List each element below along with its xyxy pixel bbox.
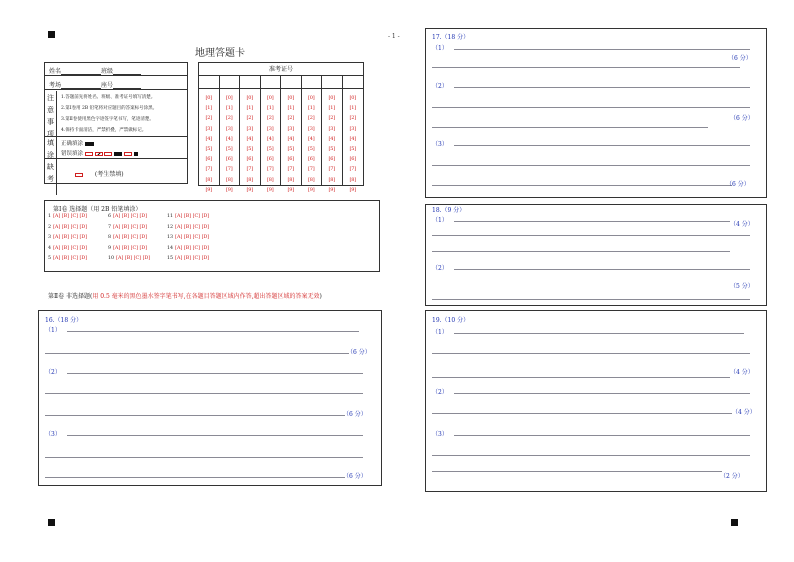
admission-digit-bubble[interactable]: [8] [308, 176, 315, 183]
admission-digit-bubble[interactable]: [3] [267, 125, 274, 132]
score-label: （5 分） [730, 283, 754, 290]
alignment-mark-bottom-right [731, 519, 738, 526]
answer-line[interactable] [454, 393, 750, 394]
wrong-mark-icon [114, 152, 122, 156]
answer-line[interactable] [432, 455, 750, 456]
choice-number: 12 [167, 224, 174, 230]
choice-options[interactable]: [A] [B] [C] [D] [53, 235, 88, 240]
choice-item [108, 225, 147, 230]
choice-number: 2 [48, 224, 52, 230]
admission-digit-bubble[interactable]: [3] [308, 125, 315, 132]
admission-digit-bubble[interactable]: [9] [226, 186, 233, 193]
choice-number: 14 [167, 245, 174, 251]
admission-digit-bubble[interactable]: [6] [267, 156, 274, 163]
answer-line[interactable] [432, 413, 732, 414]
admission-digit-bubble[interactable]: [1] [267, 105, 274, 112]
admission-digit-bubble[interactable]: [5] [226, 146, 233, 152]
admission-digit-bubble[interactable]: [7] [205, 166, 212, 173]
absent-text: (考生禁填) [94, 171, 124, 178]
admission-digit-bubble[interactable]: [2] [308, 115, 315, 122]
wrong-mark-icon [85, 152, 93, 156]
admission-digit-bubble[interactable]: [0] [205, 95, 212, 101]
answer-line[interactable] [67, 435, 363, 436]
admission-digit-bubble[interactable]: [6] [246, 156, 253, 163]
admission-digit-column [281, 76, 302, 193]
admission-digit-column [261, 76, 282, 193]
alignment-mark-top-left [48, 31, 55, 38]
choice-number: 10 [108, 256, 115, 261]
admission-digit-bubble[interactable]: [7] [226, 166, 233, 173]
choice-section [44, 200, 380, 272]
choice-item [108, 214, 147, 219]
answer-line[interactable] [432, 471, 722, 472]
answer-line[interactable] [432, 251, 730, 252]
answer-line[interactable] [454, 333, 744, 334]
page-number: - 1 - [388, 33, 400, 40]
admission-number-grid [198, 62, 364, 193]
subquestion-label: （2） [432, 265, 448, 272]
admission-digit-bubble[interactable]: [0] [246, 95, 253, 101]
choice-number: 11 [167, 214, 174, 219]
name-class-row [45, 63, 187, 76]
admission-digit-bubble[interactable]: [3] [246, 125, 253, 132]
choice-item [108, 256, 150, 261]
wrong-fill-example [61, 149, 138, 157]
admission-digit-column [220, 76, 241, 193]
choice-options[interactable]: [A] [B] [C] [D] [175, 235, 210, 240]
choice-item [48, 235, 87, 240]
admission-digit-bubble[interactable]: [8] [205, 176, 212, 183]
answer-line[interactable] [454, 49, 750, 50]
admission-digit-bubble[interactable]: [4] [267, 135, 274, 142]
answer-line[interactable] [454, 87, 750, 88]
answer-line[interactable] [432, 299, 750, 300]
correct-fill-example [61, 139, 94, 147]
alignment-mark-bottom-left [48, 519, 55, 526]
choice-options[interactable]: [A] [B] [C] [D] [53, 224, 88, 230]
seat-field[interactable] [113, 83, 141, 89]
admission-digit-bubble[interactable]: [1] [246, 105, 253, 112]
answer-line[interactable] [454, 435, 750, 436]
admission-digit-bubble[interactable]: [8] [267, 176, 274, 183]
subquestion-label: （2） [45, 369, 61, 376]
choice-item [167, 235, 209, 240]
answer-line[interactable] [45, 457, 363, 458]
answer-line[interactable] [432, 353, 750, 354]
admission-digit-bubble[interactable]: [4] [308, 135, 315, 142]
divider [45, 158, 187, 159]
choice-options[interactable]: [A] [B] [C] [D] [175, 214, 210, 219]
notice-item: 2.第Ⅰ卷用 2B 铅笔将对应题目的答案标号涂黑。 [61, 106, 158, 111]
admission-digit-bubble[interactable]: [6] [226, 156, 233, 163]
admission-digit-bubble[interactable]: [5] [328, 146, 335, 152]
question-heading: 18.（9 分） [432, 207, 466, 214]
choice-options[interactable]: [A] [B] [C] [D] [113, 214, 148, 219]
choice-number: 6 [108, 214, 112, 219]
question-heading: 19.（10 分） [432, 317, 470, 324]
part2-instruction-text: 用 0.5 毫米的黑色墨水签字笔书写,在各题目答题区域内作答,超出答题区域的答案无效 [92, 293, 320, 300]
admission-digit-bubble[interactable]: [1] [226, 105, 233, 112]
admission-digit-bubble[interactable]: [6] [287, 156, 294, 163]
answer-line[interactable] [454, 269, 750, 270]
admission-digit-column [199, 76, 220, 193]
admission-digit-bubble[interactable]: [5] [246, 146, 253, 152]
choice-item [48, 225, 87, 230]
choice-options[interactable]: [A] [B] [C] [D] [175, 245, 210, 251]
choice-item [167, 214, 209, 219]
admission-digit-bubble[interactable]: [7] [349, 166, 356, 173]
admission-digit-bubble[interactable]: [1] [287, 105, 294, 112]
fill-char: 涂 [47, 151, 54, 159]
score-label: （6 分） [728, 55, 752, 62]
admission-number-header: 准考证号 [199, 63, 363, 76]
part2-instruction [48, 291, 322, 300]
answer-line[interactable] [45, 477, 345, 478]
admission-digit-bubble[interactable]: [6] [328, 156, 335, 163]
student-info-table [44, 62, 188, 184]
subquestion-label: （3） [432, 141, 448, 148]
admission-digit-bubble[interactable]: [2] [226, 115, 233, 122]
admission-digit-bubble[interactable]: [6] [205, 156, 212, 163]
choice-number: 7 [108, 224, 112, 230]
wrong-mark-icon [124, 152, 132, 156]
score-label: （6 分） [343, 473, 367, 480]
subquestion-label: （1） [432, 329, 448, 336]
absent-checkbox[interactable] [75, 173, 83, 177]
room-seat-row [45, 76, 187, 90]
choice-options[interactable]: [A] [B] [C] [D] [53, 245, 88, 251]
admission-digit-bubble[interactable]: [3] [287, 125, 294, 132]
admission-digit-bubble[interactable]: [2] [267, 115, 274, 122]
admission-digit-bubble[interactable]: [2] [287, 115, 294, 122]
admission-digit-column [343, 76, 364, 193]
correct-fill-label: 正确填涂 [61, 141, 84, 147]
admission-digit-bubble[interactable]: [7] [246, 166, 253, 173]
choice-item [48, 214, 87, 219]
subquestion-label: （3） [45, 431, 61, 438]
admission-digit-bubble[interactable]: [9] [287, 186, 294, 193]
subquestion-label: （2） [432, 389, 448, 396]
admission-digit-bubble[interactable]: [7] [328, 166, 335, 173]
notice-item: 4.保持卡面清洁，严禁折叠，严禁做标记。 [61, 128, 147, 133]
admission-digit-bubble[interactable]: [2] [246, 115, 253, 122]
answer-box-q19 [425, 310, 767, 492]
question-heading: 17.（18 分） [432, 34, 470, 41]
admission-digit-bubble[interactable]: [9] [308, 186, 315, 193]
choice-item [167, 225, 209, 230]
notice-char: 项 [47, 130, 54, 138]
notice-item: 3.第Ⅱ卷使用黑色字迹签字笔书写，笔迹清楚。 [61, 117, 154, 122]
answer-line[interactable] [454, 145, 750, 146]
absent-char: 考 [47, 175, 54, 183]
choice-number: 8 [108, 235, 112, 240]
answer-box-q18 [425, 204, 767, 306]
fill-char: 填 [47, 139, 54, 147]
absent-char: 缺 [47, 163, 54, 171]
part2-label: 第Ⅱ卷 非选择题( [48, 293, 93, 300]
score-label: （2 分） [720, 473, 744, 480]
admission-digit-bubble[interactable]: [9] [267, 186, 274, 193]
question-heading: 16.（18 分） [45, 317, 83, 324]
admission-digit-bubble[interactable]: [4] [328, 135, 335, 142]
room-label: 考场 [49, 82, 62, 89]
admission-digit-bubble[interactable]: [8] [349, 176, 356, 183]
admission-digit-bubble[interactable]: [0] [349, 95, 356, 101]
admission-digit-bubble[interactable]: [5] [349, 146, 356, 152]
admission-digit-bubble[interactable]: [3] [349, 125, 356, 132]
admission-digit-bubble[interactable]: [1] [349, 105, 356, 112]
answer-line[interactable] [432, 67, 740, 68]
choice-item [167, 246, 209, 251]
admission-digit-bubble[interactable]: [2] [349, 115, 356, 122]
wrong-mark-icon [104, 152, 112, 156]
answer-line[interactable] [45, 393, 363, 394]
subquestion-label: （1） [432, 217, 448, 224]
admission-digit-bubble[interactable]: [5] [267, 146, 274, 152]
admission-digit-column [240, 76, 261, 193]
admission-digit-bubble[interactable]: [3] [328, 125, 335, 132]
wrong-fill-label: 错误填涂 [61, 151, 84, 157]
answer-line[interactable] [45, 415, 345, 416]
answer-line[interactable] [454, 221, 730, 222]
wrong-mark-icon [134, 152, 138, 156]
subquestion-label: （2） [432, 83, 448, 90]
answer-line[interactable] [432, 377, 730, 378]
admission-digit-bubble[interactable]: [3] [226, 125, 233, 132]
admission-digit-bubble[interactable]: [7] [287, 166, 294, 173]
choice-number: 15 [167, 256, 174, 261]
name-label: 姓名 [49, 68, 62, 75]
answer-box-q16 [38, 310, 382, 486]
admission-digit-bubble[interactable]: [8] [328, 176, 335, 183]
score-label: （4 分） [730, 221, 754, 228]
notice-char: 注 [47, 94, 54, 102]
notice-char: 事 [47, 118, 54, 126]
admission-digit-bubble[interactable]: [7] [267, 166, 274, 173]
admission-digit-bubble[interactable]: [9] [246, 186, 253, 193]
part2-close: ) [319, 293, 322, 300]
score-label: （6 分） [347, 349, 371, 356]
notice-char: 意 [47, 106, 54, 114]
admission-digit-bubble[interactable]: [6] [308, 156, 315, 163]
choice-item [167, 256, 209, 261]
score-label: （6 分） [343, 411, 367, 418]
admission-digit-bubble[interactable]: [8] [226, 176, 233, 183]
choice-options[interactable]: [A] [B] [C] [D] [116, 256, 151, 261]
admission-digit-bubble[interactable]: [4] [205, 135, 212, 142]
choice-item [48, 256, 87, 261]
score-label: （6 分） [726, 181, 750, 188]
answer-line[interactable] [432, 107, 750, 108]
choice-number: 9 [108, 245, 112, 251]
seat-label: 座号 [101, 82, 114, 89]
score-label: （4 分） [732, 409, 756, 416]
choice-number: 1 [48, 214, 52, 219]
admission-digit-bubble[interactable]: [4] [226, 135, 233, 142]
choice-item [108, 246, 147, 251]
divider [45, 136, 187, 137]
answer-box-q17 [425, 28, 767, 198]
admission-digit-bubble[interactable]: [9] [349, 186, 356, 193]
admission-digit-bubble[interactable]: [4] [349, 135, 356, 142]
page-title: 地理答题卡 [195, 48, 245, 59]
class-label: 班级 [101, 68, 114, 75]
admission-digit-bubble[interactable]: [0] [267, 95, 274, 101]
admission-digit-bubble[interactable]: [1] [328, 105, 335, 112]
answer-line[interactable] [67, 331, 359, 332]
admission-digit-bubble[interactable]: [2] [328, 115, 335, 122]
wrong-mark-icon [95, 152, 103, 156]
admission-digit-bubble[interactable]: [5] [205, 146, 212, 152]
subquestion-label: （1） [432, 45, 448, 52]
answer-line[interactable] [432, 185, 732, 186]
admission-digit-bubble[interactable]: [0] [328, 95, 335, 101]
score-label: （4 分） [730, 369, 754, 376]
absent-marker [75, 169, 124, 178]
choice-options[interactable]: [A] [B] [C] [D] [175, 256, 210, 261]
admission-digit-bubble[interactable]: [2] [205, 115, 212, 122]
admission-digit-bubble[interactable]: [1] [205, 105, 212, 112]
admission-digit-bubble[interactable]: [8] [246, 176, 253, 183]
admission-digit-bubble[interactable]: [8] [287, 176, 294, 183]
choice-options[interactable]: [A] [B] [C] [D] [113, 245, 148, 251]
choice-item [108, 235, 147, 240]
admission-digit-bubble[interactable]: [9] [205, 186, 212, 193]
admission-digit-bubble[interactable]: [0] [308, 95, 315, 101]
choice-options[interactable]: [A] [B] [C] [D] [53, 214, 88, 219]
admission-digit-bubble[interactable]: [0] [287, 95, 294, 101]
choice-number: 5 [48, 256, 52, 261]
admission-digit-bubble[interactable]: [1] [308, 105, 315, 112]
choice-item [48, 246, 87, 251]
score-label: （6 分） [730, 115, 754, 122]
admission-digit-bubble[interactable]: [6] [349, 156, 356, 163]
choice-options[interactable]: [A] [B] [C] [D] [113, 235, 148, 240]
admission-digit-bubble[interactable]: [5] [308, 146, 315, 152]
choice-options[interactable]: [A] [B] [C] [D] [53, 256, 88, 261]
choice-section-title: 第Ⅰ卷 选择题（用 2B 铅笔填涂） [53, 206, 142, 213]
answer-line[interactable] [432, 127, 708, 128]
notice-item: 1.答题前先将姓名、班级、准考证号填写清楚。 [61, 95, 156, 100]
admission-digit-bubble[interactable]: [4] [287, 135, 294, 142]
admission-digit-bubble[interactable]: [3] [205, 125, 212, 132]
choice-options[interactable]: [A] [B] [C] [D] [175, 224, 210, 230]
answer-line[interactable] [432, 165, 750, 166]
admission-digit-bubble[interactable]: [4] [246, 135, 253, 142]
name-field[interactable] [61, 69, 101, 75]
admission-digit-column [322, 76, 343, 193]
choice-options[interactable]: [A] [B] [C] [D] [113, 224, 148, 230]
admission-digit-bubble[interactable]: [7] [308, 166, 315, 173]
subquestion-label: （3） [432, 431, 448, 438]
filled-box-icon [85, 142, 94, 146]
choice-number: 3 [48, 235, 52, 240]
answer-line[interactable] [45, 353, 349, 354]
answer-line[interactable] [67, 373, 363, 374]
choice-number: 4 [48, 245, 52, 251]
room-field[interactable] [61, 83, 101, 89]
notice-list [61, 92, 157, 136]
admission-digit-bubble[interactable]: [5] [287, 146, 294, 152]
answer-line[interactable] [432, 235, 750, 236]
subquestion-label: （1） [45, 327, 61, 334]
choice-number: 13 [167, 235, 174, 240]
class-field[interactable] [113, 69, 141, 75]
admission-digit-bubble[interactable]: [0] [226, 95, 233, 101]
admission-digit-column [302, 76, 323, 193]
admission-digit-bubble[interactable]: [9] [328, 186, 335, 193]
